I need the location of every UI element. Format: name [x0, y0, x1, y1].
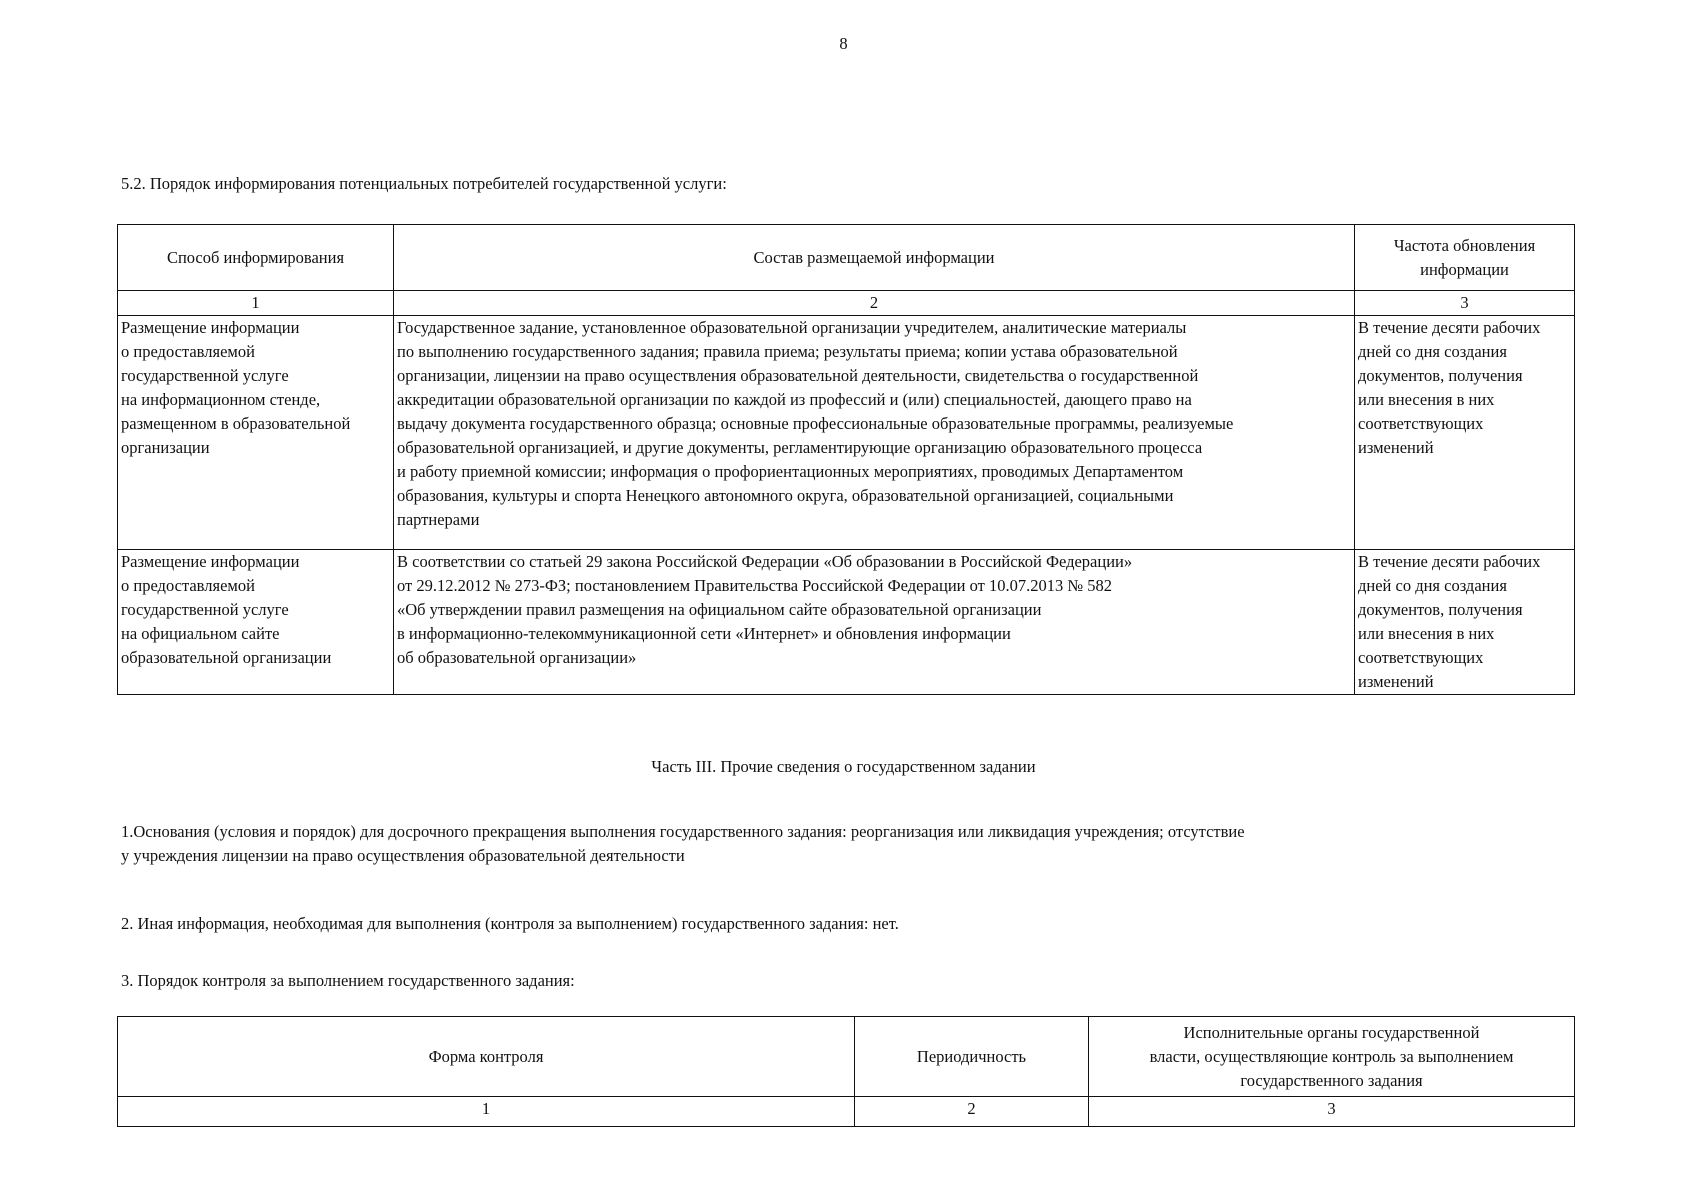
frequency-line: документов, получения	[1358, 366, 1523, 385]
control-table-number-row	[118, 1097, 1575, 1127]
part-3-title: Часть III. Прочие сведения о государственном задании	[651, 757, 1036, 776]
method-line: государственной услуге	[121, 600, 289, 619]
method-line: Размещение информации	[121, 552, 300, 571]
info-header-content: Состав размещаемой информации	[394, 225, 1355, 291]
control-col-number: 3	[1089, 1097, 1575, 1127]
control-header-authorities-line: власти, осуществляющие контроль за выполнением	[1149, 1046, 1514, 1066]
content-line: от 29.12.2012 № 273-ФЗ; постановлением Правительства Российской Федерации от 10.07.2013 № 582	[397, 576, 1112, 595]
paragraph-1	[121, 820, 1245, 868]
content-line: и работу приемной комиссии; информация о профориентационных мероприятиях, проводимых Департаментом	[397, 462, 1184, 481]
info-table-header-row	[118, 225, 1575, 291]
info-header-method: Способ информирования	[118, 225, 394, 291]
control-table-header-row	[118, 1017, 1575, 1097]
paragraph-3: 3. Порядок контроля за выполнением государственного задания:	[121, 971, 575, 990]
method-line: на информационном стенде,	[121, 390, 321, 409]
info-header-frequency-line: информации	[1420, 259, 1509, 279]
content-line: по выполнению государственного задания; правила приема; результаты приема; копии устава образовательной	[397, 342, 1178, 361]
row-method-cell	[118, 316, 394, 550]
content-line: организации, лицензии на право осуществления образовательной деятельности, свидетельства о государственной	[397, 366, 1199, 385]
frequency-line: соответствующих	[1358, 414, 1484, 433]
method-line: образовательной организации	[121, 648, 332, 667]
row-frequency-cell	[1355, 316, 1575, 550]
section-5-2-title: 5.2. Порядок информирования потенциальных потребителей государственной услуги:	[121, 174, 727, 193]
table-row	[118, 550, 1575, 695]
control-col-number: 2	[855, 1097, 1089, 1127]
control-header-form: Форма контроля	[118, 1017, 855, 1097]
row-method-cell	[118, 550, 394, 695]
frequency-line: или внесения в них	[1358, 624, 1495, 643]
control-table	[117, 1016, 1575, 1127]
row-content-cell	[394, 316, 1355, 550]
method-line: о предоставляемой	[121, 576, 255, 595]
content-line: образовательной организацией, и другие документы, регламентирующие организацию образовательного процесса	[397, 438, 1203, 457]
content-line: выдачу документа государственного образца; основные профессиональные образовательные программы, реализуемые	[397, 414, 1234, 433]
method-line: размещенном в образовательной	[121, 414, 351, 433]
paragraph-2: 2. Иная информация, необходимая для выполнения (контроля за выполнением) государственного задания: нет.	[121, 914, 899, 933]
control-col-number: 1	[118, 1097, 855, 1127]
content-line: В соответствии со статьей 29 закона Российской Федерации «Об образовании в Российской Федерации»	[397, 552, 1133, 571]
frequency-line: дней со дня создания	[1358, 342, 1507, 361]
info-col-number: 1	[118, 291, 394, 316]
control-header-authorities-line: Исполнительные органы государственной	[1183, 1022, 1480, 1042]
page-number: 8	[839, 34, 848, 53]
control-header-periodicity: Периодичность	[855, 1017, 1089, 1097]
method-line: на официальном сайте	[121, 624, 280, 643]
content-line: в информационно-телекоммуникационной сети «Интернет» и обновления информации	[397, 624, 1011, 643]
method-line: организации	[121, 438, 210, 457]
table-row	[118, 316, 1575, 550]
frequency-line: или внесения в них	[1358, 390, 1495, 409]
content-line: «Об утверждении правил размещения на официальном сайте образовательной организации	[397, 600, 1042, 619]
content-line: партнерами	[397, 510, 480, 529]
method-line: Размещение информации	[121, 318, 300, 337]
row-frequency-cell	[1355, 550, 1575, 695]
paragraph-1-line: у учреждения лицензии на право осуществления образовательной деятельности	[121, 846, 685, 865]
control-header-authorities	[1089, 1017, 1575, 1097]
method-line: государственной услуге	[121, 366, 289, 385]
info-col-number: 2	[394, 291, 1355, 316]
frequency-line: дней со дня создания	[1358, 576, 1507, 595]
method-line: о предоставляемой	[121, 342, 255, 361]
content-line: аккредитации образовательной организации по каждой из профессий и (или) специальностей, дающего право на	[397, 390, 1192, 409]
info-table-number-row	[118, 291, 1575, 316]
content-line: Государственное задание, установленное образовательной организации учредителем, аналитические материалы	[397, 318, 1187, 337]
frequency-line: изменений	[1358, 672, 1434, 691]
frequency-line: В течение десяти рабочих	[1358, 552, 1541, 571]
paragraph-1-line: 1.Основания (условия и порядок) для досрочного прекращения выполнения государственного задания: реорганизация или ликвидация учреждения; отсутствие	[121, 822, 1245, 841]
content-line: об образовательной организации»	[397, 648, 637, 667]
frequency-line: В течение десяти рабочих	[1358, 318, 1541, 337]
info-header-frequency	[1355, 225, 1575, 291]
control-header-authorities-line: государственного задания	[1240, 1070, 1423, 1090]
information-table	[117, 224, 1575, 695]
info-col-number: 3	[1355, 291, 1575, 316]
content-line: образования, культуры и спорта Ненецкого автономного округа, образовательной организацией, социальными	[397, 486, 1174, 505]
row-content-cell	[394, 550, 1355, 695]
info-header-frequency-line: Частота обновления	[1393, 235, 1536, 255]
frequency-line: соответствующих	[1358, 648, 1484, 667]
frequency-line: изменений	[1358, 438, 1434, 457]
frequency-line: документов, получения	[1358, 600, 1523, 619]
